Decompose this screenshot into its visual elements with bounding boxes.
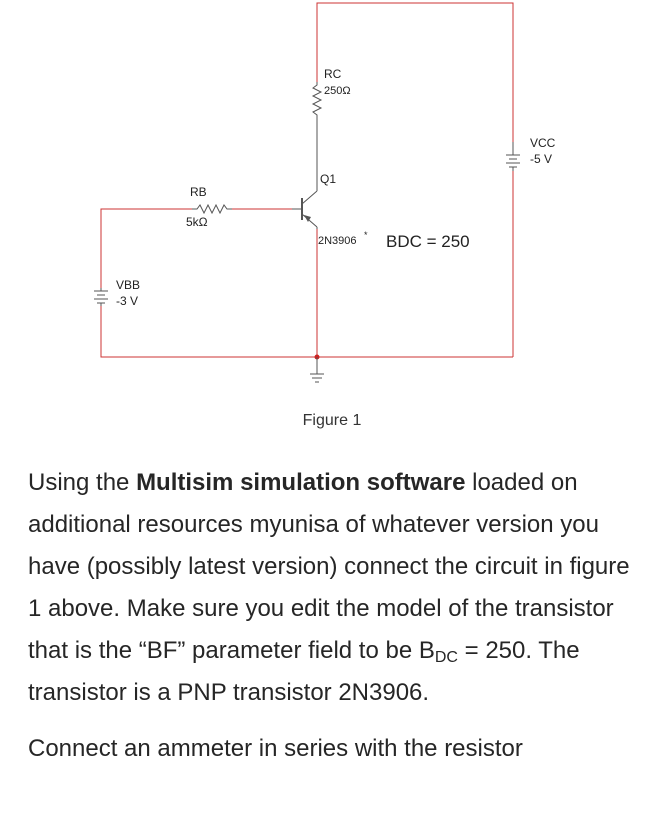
q1-name: Q1 [320,172,337,186]
q1-transistor [292,187,317,229]
p1-bold-software: Multisim simulation software [136,469,466,496]
rb-value: 5kΩ [186,215,208,229]
vbb-value: -3 V [116,294,139,308]
vcc-battery [506,142,520,171]
ground-symbol [310,357,324,382]
vbb-name: VBB [116,278,141,292]
rc-value: 250Ω [324,85,351,97]
p1-end: = 250. The transistor is a PNP transistor 2N3906. [28,637,580,706]
vcc-value: -5 V [530,152,553,166]
q1-model: 2N3906 [318,235,357,247]
p1-intro: Using the [28,469,137,496]
question-paragraph-1 [28,462,648,714]
question-text [28,462,648,770]
vcc-name: VCC [530,136,556,150]
wires [101,3,513,357]
p1-body: loaded on additional resources myunisa of whatever version you have (possibly latest version) connect the circuit in figure 1 above. Make sure you edit the model of the transistor that is the “BF” parameter field to be B [28,469,630,664]
bdc-annotation: BDC = 250 [386,232,470,251]
rb-name: RB [190,185,207,199]
p1-subscript: DC [434,649,458,666]
rb-resistor [192,205,232,213]
vbb-battery [94,288,108,306]
q1-model-mark: * [364,230,368,240]
rc-name: RC [324,67,342,81]
question-paragraph-2: Connect an ammeter in series with the resistor [28,735,523,762]
figure-caption: Figure 1 [302,412,362,429]
